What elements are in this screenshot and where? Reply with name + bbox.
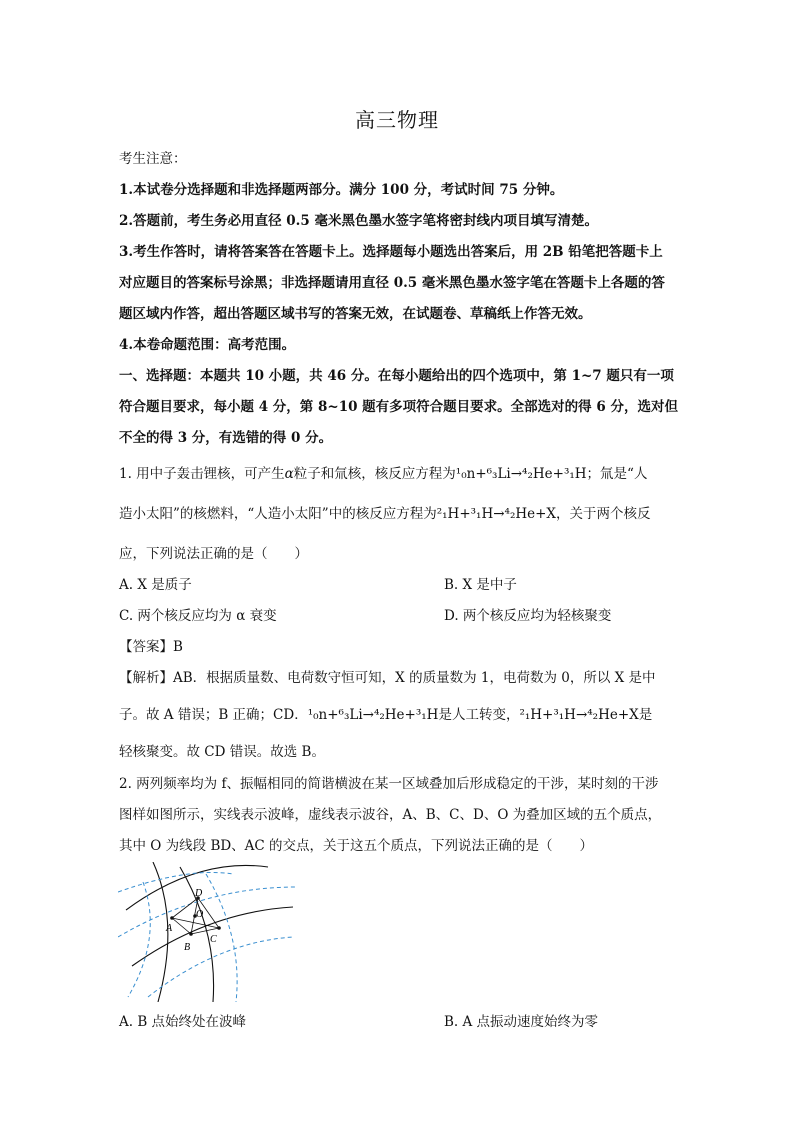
page-title: 高三物理 xyxy=(355,108,439,132)
point-b xyxy=(189,932,193,936)
label-b: B xyxy=(184,942,191,953)
q2-line-1: 2. 两列频率均为 f、振幅相同的简谐横波在某一区域叠加后形成稳定的干涉，某时刻的干涉 xyxy=(119,776,659,792)
label-o: O xyxy=(196,909,204,920)
q1-option-a: A. X 是质子 xyxy=(119,577,192,593)
q1-analysis-1: 【解析】AB．根据质量数、电荷数守恒可知，X 的质量数为 1，电荷数为 0，所以 X 是中 xyxy=(119,670,656,686)
section-1-line-3: 不全的得 3 分，有选错的得 0 分。 xyxy=(119,430,333,446)
q2-option-b: B. A 点振动速度始终为零 xyxy=(444,1014,599,1030)
q2-line-3: 其中 O 为线段 BD、AC 的交点，关于这五个质点，下列说法正确的是（ ） xyxy=(119,838,594,854)
notice-item-2: 2.答题前，考生务必用直径 0.5 毫米黑色墨水签字笔将密封线内项目填写清楚。 xyxy=(119,213,598,229)
trough-line-3 xyxy=(148,937,293,997)
section-1-line-2: 符合题目要求，每小题 4 分，第 8~10 题有多项符合题目要求。全部选对的得 6 分，选对但 xyxy=(119,399,678,415)
trough-line-1 xyxy=(118,872,233,892)
trough-line-2 xyxy=(118,887,296,937)
q1-option-d: D. 两个核反应均为轻核聚变 xyxy=(444,608,612,624)
notice-item-3: 3.考生作答时，请将答案答在答题卡上。选择题每小题选出答案后，用 2B 铅笔把答题卡上 xyxy=(119,244,663,260)
section-1-line-1: 一、选择题：本题共 10 小题，共 46 分。在每小题给出的四个选项中，第 1~7 题只有一项 xyxy=(119,368,674,384)
point-c xyxy=(217,926,221,930)
q2-option-a: A. B 点始终处在波峰 xyxy=(119,1014,247,1030)
q1-line-3: 应，下列说法正确的是（ ） xyxy=(119,546,308,562)
notice-item-4: 4.本卷命题范围：高考范围。 xyxy=(119,337,296,353)
notice-item-1: 1.本试卷分选择题和非选择题两部分。满分 100 分，考试时间 75 分钟。 xyxy=(119,182,564,198)
point-a xyxy=(170,916,174,920)
q1-analysis-2: 子。故 A 错误；B 正确；CD．¹₀n+⁶₃Li→⁴₂He+³₁H是人工转变，²₁H+³₁H→⁴₂He+X是 xyxy=(119,707,653,723)
trough-line-4 xyxy=(128,882,150,997)
nuclear-equation-2: ²₁H+³₁H→⁴₂He+X xyxy=(436,506,557,522)
notice-item-3-cont: 对应题目的答案标号涂黑；非选择题请用直径 0.5 毫米黑色墨水签字笔在答题卡上各题的答 xyxy=(119,275,665,291)
alpha-symbol: α xyxy=(284,466,294,482)
notice-item-3-cont2: 题区域内作答，超出答题区域书写的答案无效，在试题卷、草稿纸上作答无效。 xyxy=(119,306,592,322)
nuclear-equation-1: ¹₀n+⁶₃Li→⁴₂He+³₁H xyxy=(455,466,587,482)
label-c: C xyxy=(210,934,217,945)
q1-option-b: B. X 是中子 xyxy=(444,577,517,593)
q1-option-c: C. 两个核反应均为 α 衰变 xyxy=(119,608,277,624)
answer-label: 【答案】 xyxy=(119,639,173,655)
analysis-label: 【解析】 xyxy=(119,670,173,686)
q1-analysis-3: 轻核聚变。故 CD 错误。故选 B。 xyxy=(119,744,325,760)
label-a: A xyxy=(166,923,173,934)
q1-line-1: 1. 用中子轰击锂核，可产生α粒子和氚核，核反应方程为¹₀n+⁶₃Li→⁴₂He+³₁H；氚是“人 xyxy=(119,466,648,482)
notice-heading: 考生注意： xyxy=(119,151,187,167)
label-d: D xyxy=(195,888,203,899)
q2-line-2: 图样如图所示，实线表示波峰，虚线表示波谷，A、B、C、D、O 为叠加区域的五个质点， xyxy=(119,807,662,823)
interference-figure xyxy=(118,862,298,1002)
q1-line-2: 造小太阳”的核燃料，“人造小太阳”中的核反应方程为²₁H+³₁H→⁴₂He+X，关于两个核反 xyxy=(119,506,651,522)
q1-answer xyxy=(119,635,183,655)
answer-value: B xyxy=(173,639,183,655)
